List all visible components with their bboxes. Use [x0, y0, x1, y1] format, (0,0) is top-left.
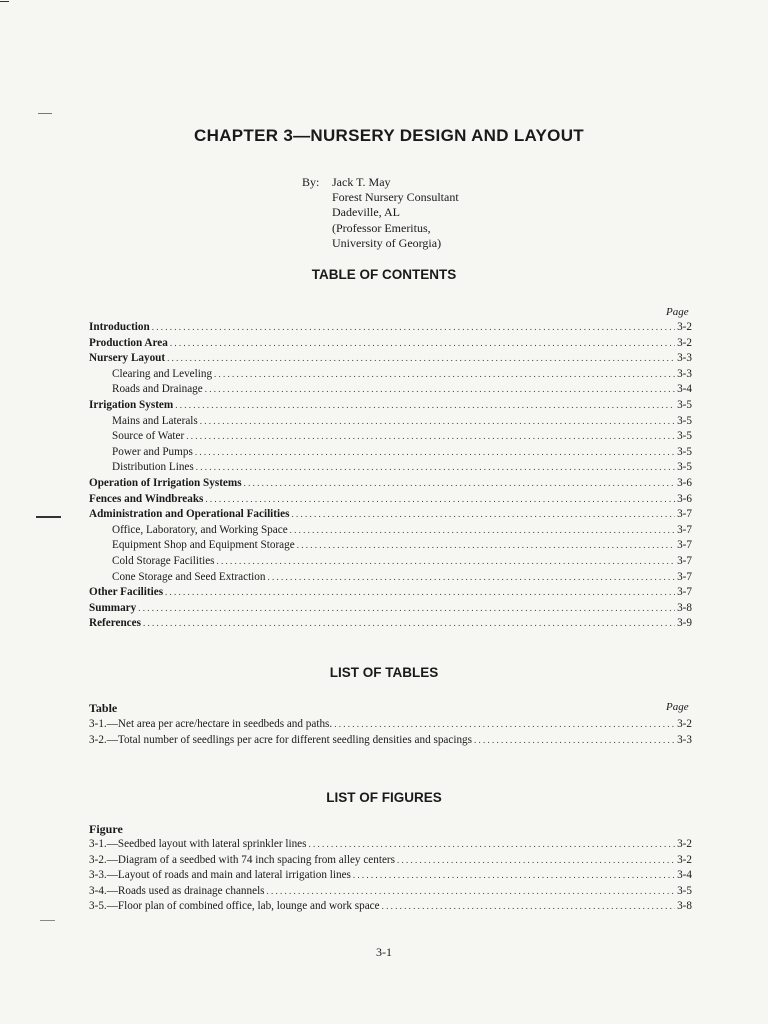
toc-entry-mains-and-laterals: [89, 414, 692, 430]
page-number: 3-1: [376, 945, 392, 959]
toc-entry-label: Administration and Operational Facilities: [89, 508, 290, 521]
toc-entry-nursery-layout: [89, 351, 692, 367]
toc-entry-page: 3-5: [677, 445, 692, 458]
toc-entry-page: 3-3: [677, 352, 692, 365]
author-title: Forest Nursery Consultant: [332, 190, 459, 205]
figure-entry-page: 3-5: [677, 884, 692, 897]
toc-entry-page: 3-8: [677, 601, 692, 614]
chapter-title: CHAPTER 3—NURSERY DESIGN AND LAYOUT: [194, 126, 584, 145]
dot-leader: [308, 837, 675, 853]
toc-entry-roads-and-drainage: [89, 382, 692, 398]
toc-entry-label: Distribution Lines: [112, 461, 194, 474]
tables-column-label: Table: [89, 701, 118, 715]
dot-leader: [217, 554, 676, 570]
tables-page-label: Page: [666, 701, 689, 713]
dot-leader: [291, 507, 675, 523]
dot-leader: [195, 445, 675, 461]
tables-heading: LIST OF TABLES: [329, 665, 439, 680]
figures-heading: LIST OF FIGURES: [326, 790, 442, 805]
toc-entry-page: 3-5: [677, 414, 692, 427]
byline-label: By:: [302, 175, 320, 189]
toc-entry-cone-storage-and-seed-extraction: [89, 570, 692, 586]
toc-entry-summary: [89, 601, 692, 617]
toc-entry-label: Equipment Shop and Equipment Storage: [112, 539, 295, 552]
toc-entry-page: 3-7: [677, 523, 692, 536]
toc-entry-page: 3-5: [677, 398, 692, 411]
dot-leader: [175, 398, 675, 414]
dot-leader: [205, 492, 675, 508]
toc-entry-page: 3-7: [677, 586, 692, 599]
dot-leader: [334, 717, 675, 733]
toc-entry-page: 3-7: [677, 508, 692, 521]
dot-leader: [382, 899, 675, 915]
toc-entry-administration-and-operational-facilitie: [89, 507, 692, 523]
toc-entry-page: 3-7: [677, 570, 692, 583]
margin-mark: [40, 920, 55, 921]
toc-entry-label: Mains and Laterals: [112, 414, 198, 427]
toc-entry-introduction: [89, 320, 692, 336]
table-entry-label: 3-1.—Net area per acre/hectare in seedbeds and paths.: [89, 718, 333, 730]
toc-entry-label: Other Facilities: [89, 586, 164, 599]
toc-entry-page: 3-5: [677, 430, 692, 443]
toc-entry-source-of-water: [89, 429, 692, 445]
margin-mark: [38, 113, 52, 114]
dot-leader: [138, 601, 675, 617]
toc-entry-label: Introduction: [89, 321, 150, 333]
figure-entry-page: 3-8: [677, 900, 692, 913]
figure-entry-label: 3-1.—Seedbed layout with lateral sprinkler lines: [89, 838, 307, 850]
dot-leader: [397, 853, 675, 869]
toc-entry-label: Irrigation System: [89, 398, 174, 411]
dot-leader: [200, 414, 675, 430]
dot-leader: [186, 429, 675, 445]
dot-leader: [170, 336, 675, 352]
toc-entry-label: Clearing and Leveling: [112, 367, 213, 380]
margin-mark: [36, 516, 61, 518]
toc-entry-irrigation-system: [89, 398, 692, 414]
author-affiliation-line2: University of Georgia): [332, 235, 442, 250]
toc-entry-references: [89, 616, 692, 632]
toc-entry-page: 3-9: [677, 617, 692, 630]
toc-list: [89, 320, 692, 632]
toc-entry-page: 3-2: [677, 321, 692, 333]
toc-entry-clearing-and-leveling: [89, 367, 692, 383]
figure-entry-3-5-floor-plan-of-combined-office-lab-lo: [89, 899, 692, 915]
toc-entry-label: Cone Storage and Seed Extraction: [112, 570, 266, 583]
toc-entry-distribution-lines: [89, 460, 692, 476]
toc-heading: TABLE OF CONTENTS: [311, 267, 457, 282]
dot-leader: [297, 538, 675, 554]
toc-entry-page: 3-7: [677, 554, 692, 567]
tables-list: [89, 717, 692, 748]
dot-leader: [165, 585, 675, 601]
author-name: Jack T. May: [332, 175, 391, 189]
table-entry-label: 3-2.—Total number of seedlings per acre for different seedling densities and spacings: [89, 733, 472, 746]
dot-leader: [205, 382, 675, 398]
toc-entry-page: 3-6: [677, 492, 692, 505]
toc-entry-power-and-pumps: [89, 445, 692, 461]
figure-entry-page: 3-4: [677, 869, 692, 882]
dot-leader: [196, 460, 675, 476]
toc-entry-page: 3-5: [677, 461, 692, 474]
dot-leader: [167, 351, 675, 367]
toc-entry-operation-of-irrigation-systems: [89, 476, 692, 492]
toc-entry-label: Nursery Layout: [89, 352, 166, 365]
byline-lines: [332, 175, 459, 251]
figure-entry-page: 3-2: [677, 838, 692, 850]
margin-mark: [0, 1, 9, 2]
toc-entry-office-laboratory-and-working-space: [89, 523, 692, 539]
dot-leader: [353, 868, 675, 884]
toc-entry-other-facilities: [89, 585, 692, 601]
dot-leader: [267, 570, 675, 586]
toc-entry-label: Source of Water: [112, 430, 185, 443]
toc-entry-fences-and-windbreaks: [89, 492, 692, 508]
dot-leader: [290, 523, 675, 539]
figure-entry-3-4-roads-used-as-drainage-channels: [89, 884, 692, 900]
toc-entry-label: Summary: [89, 601, 137, 614]
figure-entry-label: 3-3.—Layout of roads and main and lateral irrigation lines: [89, 869, 351, 882]
figures-column-label: Figure: [89, 822, 123, 836]
toc-page-label: Page: [666, 306, 689, 318]
dot-leader: [152, 320, 675, 336]
figure-entry-label: 3-5.—Floor plan of combined office, lab, lounge and work space: [89, 900, 380, 913]
dot-leader: [214, 367, 675, 383]
table-entry-3-1-net-area-per-acre-hectare-in-seedbed: [89, 717, 692, 733]
author-affiliation-line1: (Professor Emeritus,: [332, 220, 431, 235]
figure-entry-3-1-seedbed-layout-with-lateral-sprinkle: [89, 837, 692, 853]
toc-entry-label: Fences and Windbreaks: [89, 492, 204, 505]
figure-entry-page: 3-2: [677, 853, 692, 866]
author-location: Dadeville, AL: [332, 205, 400, 220]
toc-entry-label: Operation of Irrigation Systems: [89, 476, 242, 489]
dot-leader: [474, 733, 675, 749]
toc-entry-label: Roads and Drainage: [112, 383, 203, 396]
figure-entry-label: 3-4.—Roads used as drainage channels: [89, 884, 265, 897]
toc-entry-label: Power and Pumps: [112, 445, 193, 458]
toc-entry-cold-storage-facilities: [89, 554, 692, 570]
dot-leader: [267, 884, 676, 900]
toc-entry-page: 3-6: [677, 476, 692, 489]
toc-entry-equipment-shop-and-equipment-storage: [89, 538, 692, 554]
toc-entry-page: 3-4: [677, 383, 692, 396]
dot-leader: [143, 616, 675, 632]
table-entry-page: 3-2: [677, 718, 692, 730]
toc-entry-label: Cold Storage Facilities: [112, 554, 215, 567]
author-byline: [302, 175, 459, 251]
toc-entry-label: Production Area: [89, 336, 168, 349]
dot-leader: [244, 476, 676, 492]
toc-entry-production-area: [89, 336, 692, 352]
figures-list: [89, 837, 692, 915]
figure-entry-3-2-diagram-of-a-seedbed-with-74-inch-sp: [89, 853, 692, 869]
toc-entry-page: 3-3: [677, 367, 692, 380]
toc-entry-page: 3-2: [677, 336, 692, 349]
toc-entry-label: Office, Laboratory, and Working Space: [112, 523, 288, 536]
table-entry-page: 3-3: [677, 733, 692, 746]
toc-entry-page: 3-7: [677, 539, 692, 552]
figure-entry-3-3-layout-of-roads-and-main-and-lateral: [89, 868, 692, 884]
table-entry-3-2-total-number-of-seedlings-per-acre-f: [89, 733, 692, 749]
toc-entry-label: References: [89, 617, 141, 630]
figure-entry-label: 3-2.—Diagram of a seedbed with 74 inch spacing from alley centers: [89, 853, 396, 866]
